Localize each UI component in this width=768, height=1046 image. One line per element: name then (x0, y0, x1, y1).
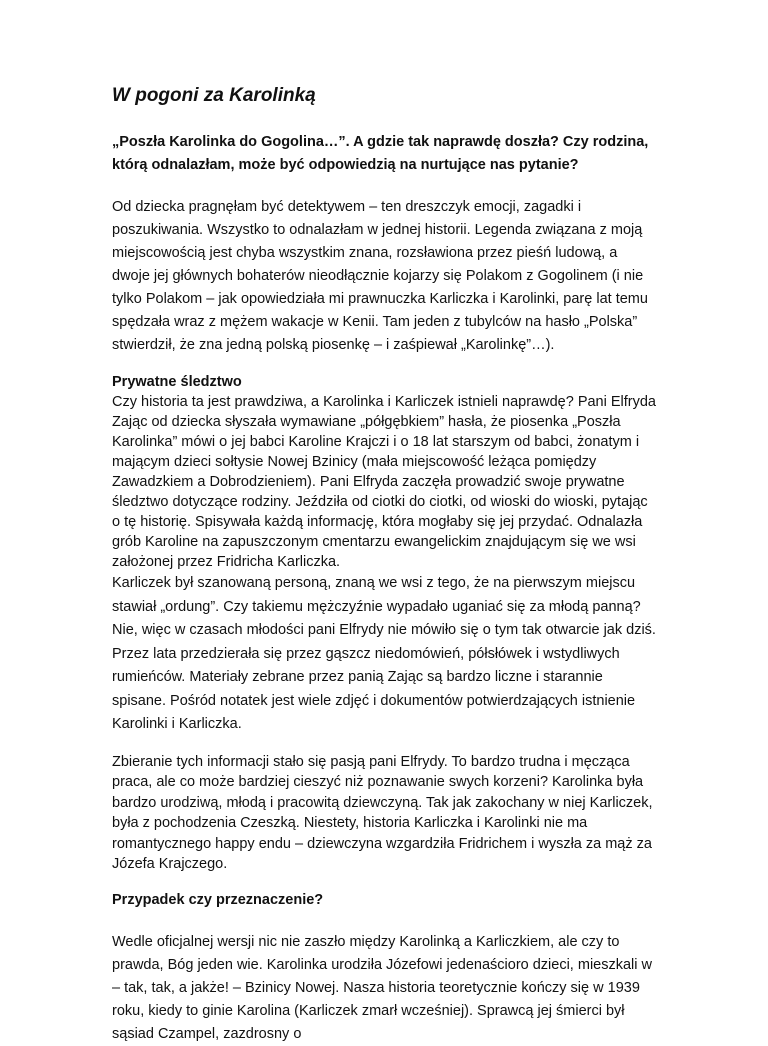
destiny-paragraph-part-1: Wedle oficjalnej wersji nic nie zaszło między Karolinką a Karliczkiem, ale czy to prawda, Bóg jeden wie. Karolinka urodziła Józefowi jedenaścioro dzieci, mieszkali w – tak, tak, a jakże! – Bzinicy Nowej. (112, 933, 652, 996)
investigation-paragraph-2: Karliczek był szanowaną personą, znaną we wsi z tego, że na pierwszym miejscu stawiał „ordung”. Czy takiemu mężczyźnie wypadało uganiać się za młodą panną? Nie, więc w czasach młodości pani Elfrydy nie mówiło się o tym tak otwarcie jak dziś. Przez lata przedzierała się przez gąszcz niedomówień, półsłówek i wstydliwych rumieńców. Materiały zebrane przez panią Zając są bardzo liczne i starannie spisane. Pośród notatek jest wiele zdjęć i dokumentów potwierdzających istnienie Karolinki i Karliczka. (112, 575, 656, 732)
section-collecting (112, 752, 656, 875)
collecting-paragraph: Zbieranie tych informacji stało się pasją pani Elfrydy. To bardzo trudna i męcząca praca, ale co może bardziej cieszyć niż poznawanie swych korzeni? Karolinka była bardzo urodziwą, młodą i pracowitą dziewczyną. Tak jak zakochany w niej Karliczek, była z pochodzenia Czeszką. Niestety, historia Karliczka i Karolinki nie ma romantycznego happy endu – dziewczyna wzgardziła Fridrichem i wyszła za mąż za Józefa Krajczego. (112, 753, 653, 872)
section-heading-private-investigation: Prywatne śledztwo (112, 374, 242, 390)
lead-paragraph: „Poszła Karolinka do Gogolina…”. A gdzie tak naprawdę doszła? Czy rodzina, którą odnalazłam, może być odpowiedzią na nurtujące nas pytanie? (112, 134, 649, 173)
section-heading-chance-or-destiny: Przypadek czy przeznaczenie? (112, 891, 324, 908)
section-private-investigation (112, 372, 656, 737)
document-title: W pogoni za Karolinką (112, 85, 316, 106)
destiny-paragraph (112, 931, 656, 1046)
intro-paragraph: Od dziecka pragnęłam być detektywem – ten dreszczyk emocji, zagadki i poszukiwania. Wszystko to odnalazłam w jednej historii. Legenda związana z moją miejscowością jest chyba wszystkim znana, rozsławiona przez pieśń ludową, a dwoje jej głównych bohaterów nieodłącznie kojarzy się Polakom z Gogolinem (i nie tylko Polakom – jak opowiedziała mi prawnuczka Karliczka i Karolinki, parę lat temu spędzała wraz z mężem wakacje w Kenii. Tam jeden z tubylców na hasło „Polska” stwierdził, że zna jedną polską piosenkę – i zaśpiewał „Karolinkę”…). (112, 199, 648, 353)
destiny-paragraph-part-2: Nasza historia teoretycznie kończy się w 1939 roku, kiedy to ginie Karolina (Karliczek zmarł wcześniej). Sprawcą jej śmierci był sąsiad Czampel, zazdrosny o (112, 979, 640, 1042)
investigation-paragraph-1: Czy historia ta jest prawdziwa, a Karolinka i Karliczek istnieli naprawdę? Pani Elfryda Zając od dziecka słyszała wymawiane „półgębkiem” hasła, że piosenka „Poszła Karolinka” mówi o jej babci Karoline Krajczi i o 18 lat starszym od babci, żonatym i mającym dzieci sołtysie Nowej Bzinicy (mała miejscowość leżąca pomiędzy Zawadzkiem a Dobrodzieniem). Pani Elfryda zaczęła prowadzić swoje prywatne śledztwo dotyczące rodziny. Jeździła od ciotki do ciotki, od wioski do wioski, pytając o tę historię. Spisywała każdą informację, która mogłaby się jej przydać. Odnalazła grób Karoline na zapuszczonym cmentarzu ewangelickim znajdującym się we wsi założonej przez Fridricha Karliczka. (112, 394, 656, 570)
